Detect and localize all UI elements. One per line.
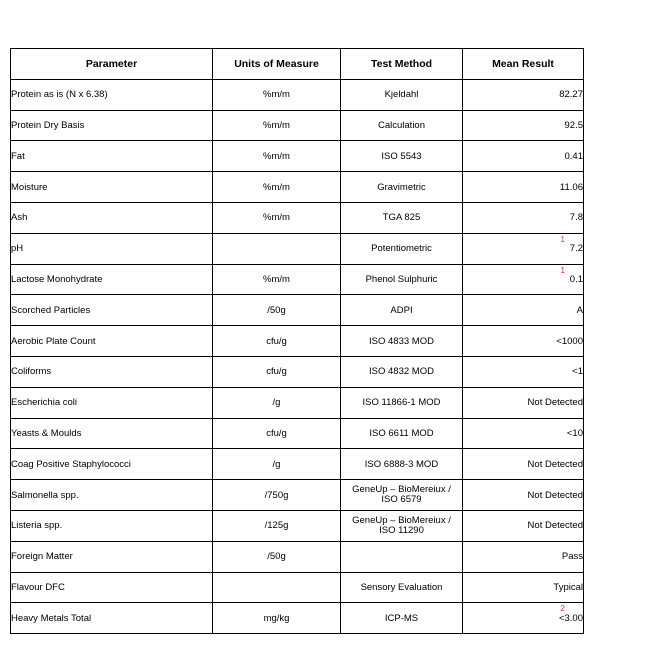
mean-result-cell-text: <3.00 xyxy=(558,612,583,624)
header-parameter: Parameter xyxy=(11,49,213,80)
mean-result-cell-text: <1000 xyxy=(556,335,583,347)
table-row xyxy=(11,141,584,172)
mean-result-cell xyxy=(463,172,584,203)
mean-result-cell-text: 11.06 xyxy=(559,181,583,193)
parameter-cell xyxy=(11,233,213,264)
unit-cell-text: /125g xyxy=(264,520,289,532)
table-row xyxy=(11,264,584,295)
table-row xyxy=(11,295,584,326)
parameter-cell xyxy=(11,110,213,141)
parameter-cell-text: Ash xyxy=(11,212,28,224)
unit-cell-text: %m/m xyxy=(263,273,290,285)
parameter-cell-text: Aerobic Plate Count xyxy=(11,335,96,347)
parameter-cell xyxy=(11,603,213,634)
unit-cell-text: %m/m xyxy=(263,89,290,101)
parameter-cell-text: Lactose Monohydrate xyxy=(11,273,103,285)
mean-result-cell-text: 7.8 xyxy=(569,212,583,224)
parameter-cell xyxy=(11,572,213,603)
unit-cell xyxy=(213,326,341,357)
mean-result-cell xyxy=(463,202,584,233)
mean-result-cell-text: 0.1 xyxy=(569,273,583,285)
mean-result-cell-text: 82.27 xyxy=(559,89,583,101)
parameter-cell-text: Scorched Particles xyxy=(11,304,91,316)
parameter-cell-text: Protein Dry Basis xyxy=(11,119,85,131)
unit-cell-text: /50g xyxy=(267,304,286,316)
unit-cell xyxy=(213,387,341,418)
test-method-cell-text: Sensory Evaluation xyxy=(360,581,443,593)
unit-cell-text: cfu/g xyxy=(266,335,287,347)
unit-cell-text: %m/m xyxy=(263,119,290,131)
parameter-cell xyxy=(11,295,213,326)
unit-cell-text: %m/m xyxy=(263,150,290,162)
test-method-cell-text: Calculation xyxy=(378,119,425,131)
mean-result-cell-text: 7.2 xyxy=(569,243,583,255)
mean-result-cell xyxy=(463,326,584,357)
parameter-cell-text: Foreign Matter xyxy=(11,551,73,563)
mean-result-cell xyxy=(463,572,584,603)
parameter-cell-text: Escherichia coli xyxy=(11,397,77,409)
table-row xyxy=(11,79,584,110)
test-method-cell xyxy=(341,480,463,511)
footnote-marker: 1 xyxy=(560,265,565,275)
test-method-cell xyxy=(341,603,463,634)
mean-result-cell-text: <10 xyxy=(566,427,583,439)
mean-result-cell xyxy=(463,541,584,572)
test-method-cell xyxy=(341,141,463,172)
mean-result-cell xyxy=(463,449,584,480)
test-method-cell-text: ISO 11866-1 MOD xyxy=(362,397,441,409)
test-method-cell-text: Phenol Sulphuric xyxy=(365,273,438,285)
mean-result-cell xyxy=(463,356,584,387)
test-method-cell-text: ICP-MS xyxy=(384,612,419,624)
test-method-cell-text: Potentiometric xyxy=(371,243,432,255)
parameter-cell-text: Coag Positive Staphylococci xyxy=(11,458,131,470)
table-row xyxy=(11,202,584,233)
mean-result-cell xyxy=(463,264,584,295)
table-row xyxy=(11,418,584,449)
test-method-cell-text: ISO 5543 xyxy=(381,150,422,162)
unit-cell-text: /750g xyxy=(264,489,289,501)
test-method-cell-text: TGA 825 xyxy=(382,212,421,224)
parameter-cell-text: Flavour DFC xyxy=(11,581,65,593)
test-method-cell xyxy=(341,79,463,110)
mean-result-cell xyxy=(463,480,584,511)
unit-cell xyxy=(213,264,341,295)
unit-cell xyxy=(213,110,341,141)
parameter-cell xyxy=(11,79,213,110)
test-method-cell xyxy=(341,233,463,264)
table-row xyxy=(11,480,584,511)
header-test-method: Test Method xyxy=(341,49,463,80)
parameter-cell-text: Salmonella spp. xyxy=(11,489,79,501)
mean-result-cell xyxy=(463,295,584,326)
unit-cell xyxy=(213,603,341,634)
mean-result-cell-text: 92.5 xyxy=(564,119,583,131)
unit-cell-text: %m/m xyxy=(263,212,290,224)
unit-cell-text: /g xyxy=(272,397,281,409)
parameter-cell xyxy=(11,202,213,233)
table-row xyxy=(11,603,584,634)
test-method-cell-text: ISO 4833 MOD xyxy=(369,335,434,347)
unit-cell-text: cfu/g xyxy=(266,366,287,378)
parameter-cell-text: Protein as is (N x 6.38) xyxy=(11,89,108,101)
mean-result-cell xyxy=(463,510,584,541)
unit-cell xyxy=(213,572,341,603)
test-method-cell xyxy=(341,387,463,418)
unit-cell xyxy=(213,449,341,480)
mean-result-cell-text: Not Detected xyxy=(527,458,583,470)
unit-cell xyxy=(213,79,341,110)
test-method-cell-text: Gravimetric xyxy=(377,181,426,193)
unit-cell xyxy=(213,510,341,541)
parameter-cell xyxy=(11,356,213,387)
unit-cell xyxy=(213,202,341,233)
table-row xyxy=(11,172,584,203)
test-method-cell-text: Kjeldahl xyxy=(384,89,419,101)
test-method-cell-text: ISO 4832 MOD xyxy=(369,366,434,378)
mean-result-cell-text: <1 xyxy=(572,366,583,378)
results-table xyxy=(10,48,584,634)
parameter-cell xyxy=(11,449,213,480)
test-method-cell xyxy=(341,295,463,326)
unit-cell-text: %m/m xyxy=(263,181,290,193)
mean-result-cell-text: A xyxy=(576,304,583,316)
mean-result-cell-text: Pass xyxy=(561,551,583,563)
footnote-marker: 2 xyxy=(560,604,565,614)
table-row xyxy=(11,572,584,603)
header-units: Units of Measure xyxy=(213,49,341,80)
test-method-cell-text: ISO 6611 MOD xyxy=(369,427,434,439)
test-method-cell-text: ISO 6888-3 MOD xyxy=(364,458,439,470)
parameter-cell-text: Yeasts & Moulds xyxy=(11,427,82,439)
test-method-cell xyxy=(341,264,463,295)
test-method-cell xyxy=(341,110,463,141)
mean-result-cell-text: Typical xyxy=(553,581,583,593)
test-method-cell xyxy=(341,541,463,572)
unit-cell xyxy=(213,295,341,326)
table-row xyxy=(11,541,584,572)
parameter-cell xyxy=(11,141,213,172)
table-row xyxy=(11,233,584,264)
test-method-cell xyxy=(341,172,463,203)
test-method-cell-text: GeneUp – BioMereiux / ISO 6579 xyxy=(352,484,451,506)
parameter-cell-text: Heavy Metals Total xyxy=(11,612,92,624)
table-row xyxy=(11,356,584,387)
unit-cell-text: cfu/g xyxy=(266,427,287,439)
table-row xyxy=(11,510,584,541)
parameter-cell-text: Listeria spp. xyxy=(11,520,63,532)
parameter-cell xyxy=(11,387,213,418)
table-row xyxy=(11,387,584,418)
test-method-cell-text: GeneUp – BioMereiux / ISO 11290 xyxy=(352,514,451,536)
test-method-cell xyxy=(341,510,463,541)
unit-cell xyxy=(213,541,341,572)
mean-result-cell xyxy=(463,110,584,141)
parameter-cell-text: Coliforms xyxy=(11,366,52,378)
unit-cell-text: mg/kg xyxy=(263,612,290,624)
mean-result-cell xyxy=(463,418,584,449)
mean-result-cell-text: Not Detected xyxy=(527,397,583,409)
parameter-cell xyxy=(11,326,213,357)
test-method-cell xyxy=(341,202,463,233)
header-row xyxy=(11,49,584,80)
parameter-cell xyxy=(11,541,213,572)
parameter-cell xyxy=(11,418,213,449)
unit-cell xyxy=(213,141,341,172)
unit-cell xyxy=(213,480,341,511)
mean-result-cell-text: 0.41 xyxy=(564,150,583,162)
mean-result-cell xyxy=(463,233,584,264)
parameter-cell xyxy=(11,172,213,203)
parameter-cell xyxy=(11,510,213,541)
mean-result-cell xyxy=(463,141,584,172)
parameter-cell-text: Fat xyxy=(11,150,25,162)
unit-cell xyxy=(213,233,341,264)
test-method-cell xyxy=(341,572,463,603)
unit-cell xyxy=(213,418,341,449)
table-row xyxy=(11,449,584,480)
unit-cell xyxy=(213,172,341,203)
test-method-cell xyxy=(341,356,463,387)
parameter-cell xyxy=(11,480,213,511)
table-row xyxy=(11,110,584,141)
header-mean-result: Mean Result xyxy=(463,49,584,80)
test-method-cell-text: ADPI xyxy=(390,304,413,316)
test-method-cell xyxy=(341,418,463,449)
mean-result-cell-text: Not Detected xyxy=(527,520,583,532)
test-method-cell xyxy=(341,449,463,480)
parameter-cell-text: pH xyxy=(11,243,24,255)
parameter-cell xyxy=(11,264,213,295)
mean-result-cell xyxy=(463,79,584,110)
mean-result-cell xyxy=(463,603,584,634)
mean-result-cell-text: Not Detected xyxy=(527,489,583,501)
table-row xyxy=(11,326,584,357)
mean-result-cell xyxy=(463,387,584,418)
footnote-marker: 1 xyxy=(560,234,565,244)
unit-cell xyxy=(213,356,341,387)
unit-cell-text: /g xyxy=(272,458,281,470)
parameter-cell-text: Moisture xyxy=(11,181,48,193)
unit-cell-text: /50g xyxy=(267,551,286,563)
test-method-cell xyxy=(341,326,463,357)
